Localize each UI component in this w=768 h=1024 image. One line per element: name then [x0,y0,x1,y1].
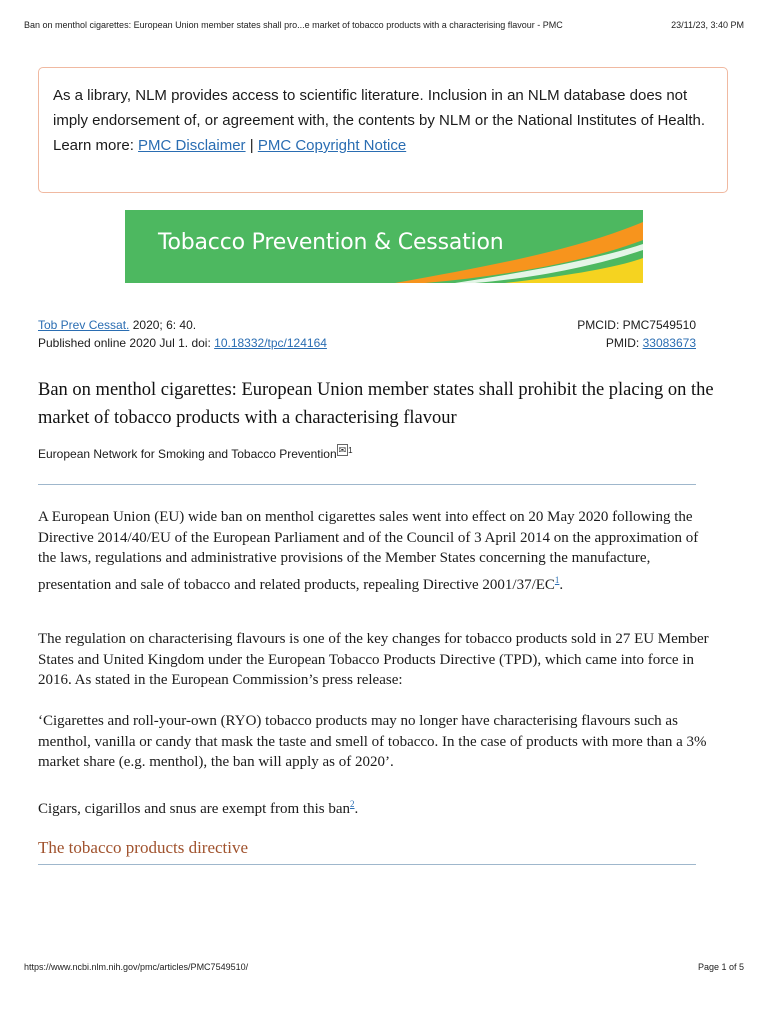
print-header-title: Ban on menthol cigarettes: European Union member states shall pro...e market of tobacco products with a characterising flavour - PMC [24,20,563,30]
page-url: https://www.ncbi.nlm.nih.gov/pmc/articles/PMC7549510/ [24,962,249,972]
paragraph-3 [38,711,710,773]
author-affiliation-sup: 1 [348,446,353,455]
pmc-disclaimer-link[interactable]: PMC Disclaimer [138,137,246,154]
page-number: Page 1 of 5 [697,962,744,972]
pmid-label: PMID: [605,336,640,350]
link-separator: | [249,137,254,154]
print-header [24,20,744,30]
paragraph-1-text: A European Union (EU) wide ban on menthol cigarettes sales went into effect on 20 May 2020 following the Directive 2014/40/EU of the European Parliament and of the Council of 3 April 2014 on the approximation of the laws, regulations and administrative provisions of the Member States concerning the manufacture, presentation and sale of tobacco and related products, repealing Directive 2001/37/EC [38,509,699,593]
reference-2-link[interactable]: 2 [350,799,355,809]
paragraph-1: A European Union (EU) wide ban on menthol cigarettes sales went into effect on 20 May 2020 following the Directive 2014/40/EU of the European Parliament and of the Council of 3 April 2014 on the approximation of the laws, regulations and administrative provisions of the Member States concerning the manufacture, presentation and sale of tobacco and related products, repealing Directive 2001/37/EC$^1$. [38,509,699,593]
journal-link[interactable]: Tob Prev Cessat. [38,318,130,332]
pmcid: PMCID: PMC7549510 [577,318,696,332]
paragraph-3-text: ‘Cigarettes and roll-your-own (RYO) tobacco products may no longer have characterising flavours such as menthol, vanilla or candy that mask the taste and smell of tobacco. In the case of products with more than a 3% market share (e.g. menthol), the ban will apply as of 2020’. [38,713,707,770]
reference-1-link[interactable]: 1 [554,574,560,585]
doi-link[interactable]: 10.18332/tpc/124164 [214,336,327,350]
divider-top [38,484,696,485]
print-header-datetime: 23/11/23, 3:40 PM [671,20,744,30]
envelope-icon[interactable]: ✉ [338,445,347,455]
paragraph-2 [38,629,710,691]
citation-row [38,318,696,332]
volume-info: 2020; 6: 40. [132,318,197,332]
journal-banner [125,210,643,283]
article-title: Ban on menthol cigarettes: European Union member states shall prohibit the placing on the market of tobacco products with a characterising flavour [38,380,714,428]
pmc-copyright-link[interactable]: PMC Copyright Notice [257,137,407,154]
paragraph-4-text: Cigars, cigarillos and snus are exempt from this ban [38,801,351,817]
author-name: European Network for Smoking and Tobacco Prevention [38,447,337,461]
published-online: Published online 2020 Jul 1. doi: [38,336,211,350]
paragraph-2-text: The regulation on characterising flavours is one of the key changes for tobacco products sold in 27 EU Member States and United Kingdom under the European Tobacco Products Directive (TPD), which came into force in 2016. As stated in the European Commission’s press release: [38,631,709,688]
learn-more-label: Learn more: [53,137,134,154]
paragraph-4: Cigars, cigarillos and snus are exempt from this ban$^2$. [38,799,359,817]
author-line [38,446,353,461]
pmid-link[interactable]: 33083673 [642,336,696,350]
section-heading: The tobacco products directive [38,838,249,857]
citation-left [38,318,196,332]
divider-section [38,864,696,865]
banner-title: Tobacco Prevention & Cessation [158,230,504,255]
nlm-notice-box [38,67,728,193]
notice-text: As a library, NLM provides access to scientific literature. Inclusion in an NLM database does not imply endorsement of, or agreement with, the contents by NLM or the National Institutes of Health. [53,87,705,129]
print-footer [24,962,744,972]
publication-left [38,336,327,350]
pmid [606,336,696,350]
publication-row [38,336,696,350]
